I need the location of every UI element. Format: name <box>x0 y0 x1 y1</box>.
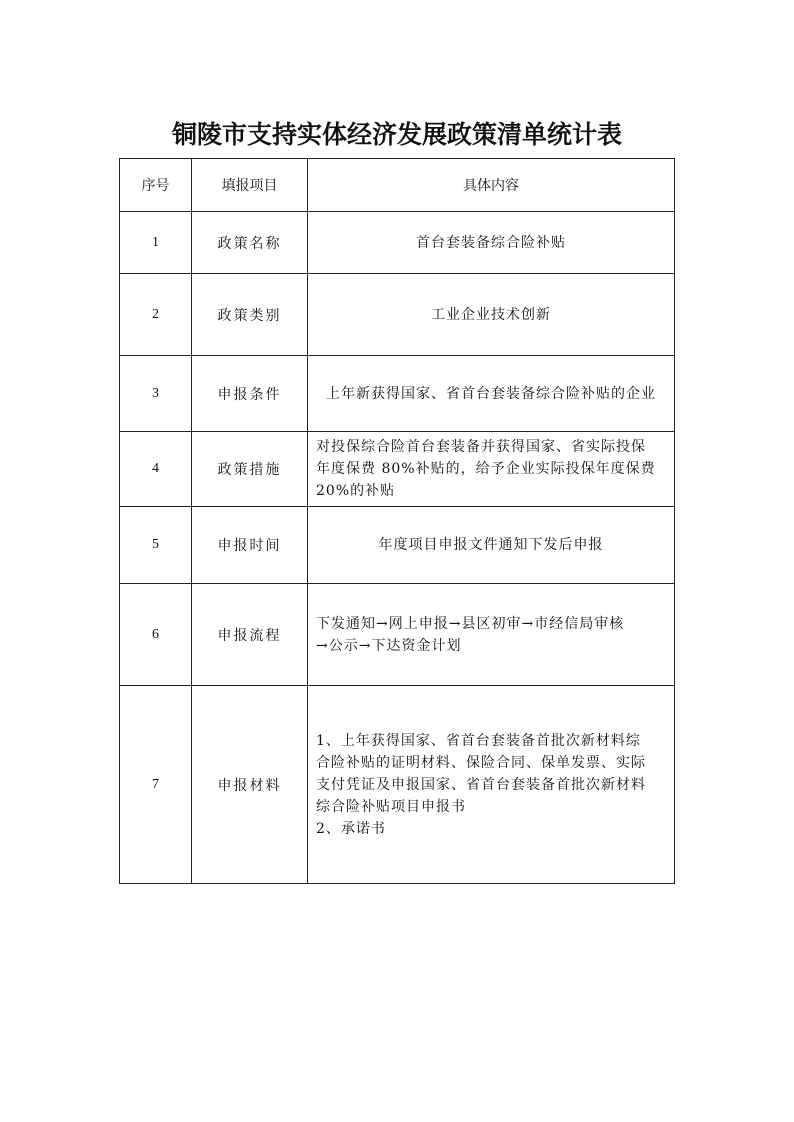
content-line: 年度项目申报文件通知下发后申报 <box>378 537 604 553</box>
table-row <box>120 432 675 507</box>
row-item: 申报时间 <box>192 507 308 584</box>
content-line: 20%的补贴 <box>316 483 396 499</box>
table-row <box>120 356 675 432</box>
row-content <box>308 584 675 686</box>
row-number: 3 <box>120 356 192 432</box>
row-number: 1 <box>120 212 192 274</box>
content-line: 首台套装备综合险补贴 <box>416 234 566 251</box>
document-title: 铜陵市支持实体经济发展政策清单统计表 <box>171 120 622 149</box>
row-number: 4 <box>120 432 192 507</box>
content-line: 综合险补贴项目申报书 <box>316 798 466 815</box>
row-content <box>308 507 675 584</box>
row-content <box>308 432 675 507</box>
header-item: 填报项目 <box>192 159 308 212</box>
row-number: 7 <box>120 686 192 884</box>
row-content <box>308 212 675 274</box>
content-line: 合险补贴的证明材料、保险合同、保单发票、实际 <box>316 754 646 771</box>
row-content <box>308 356 675 432</box>
table-row <box>120 584 675 686</box>
table-row <box>120 274 675 356</box>
row-item: 政策类别 <box>192 274 308 356</box>
row-item: 政策措施 <box>192 432 308 507</box>
row-item: 申报材料 <box>192 686 308 884</box>
content-line: 下发通知→网上申报→县区初审→市经信局审核 <box>316 615 625 632</box>
row-item: 申报条件 <box>192 356 308 432</box>
content-line: 2、承诺书 <box>316 820 386 837</box>
content-line: 1、上年获得国家、省首台套装备首批次新材料综 <box>316 732 641 749</box>
row-content <box>308 686 675 884</box>
table-header-row <box>120 159 675 212</box>
policy-table <box>119 158 675 884</box>
content-line: 工业企业技术创新 <box>431 306 551 323</box>
table-row <box>120 686 675 884</box>
row-content <box>308 274 675 356</box>
table-row <box>120 212 675 274</box>
row-item: 政策名称 <box>192 212 308 274</box>
header-content: 具体内容 <box>308 159 675 212</box>
row-number: 5 <box>120 507 192 584</box>
content-line: →公示→下达资金计划 <box>316 637 462 654</box>
table-row <box>120 507 675 584</box>
row-number: 6 <box>120 584 192 686</box>
content-line: 年度保费 80%补贴的，给予企业实际投保年度保费 <box>316 461 656 477</box>
row-item: 申报流程 <box>192 584 308 686</box>
content-line: 支付凭证及申报国家、省首台套装备首批次新材料 <box>316 776 646 793</box>
content-line: 上年新获得国家、省首台套装备综合险补贴的企业 <box>326 385 656 402</box>
row-number: 2 <box>120 274 192 356</box>
content-line: 对投保综合险首台套装备并获得国家、省实际投保 <box>316 439 646 455</box>
header-no: 序号 <box>120 159 192 212</box>
